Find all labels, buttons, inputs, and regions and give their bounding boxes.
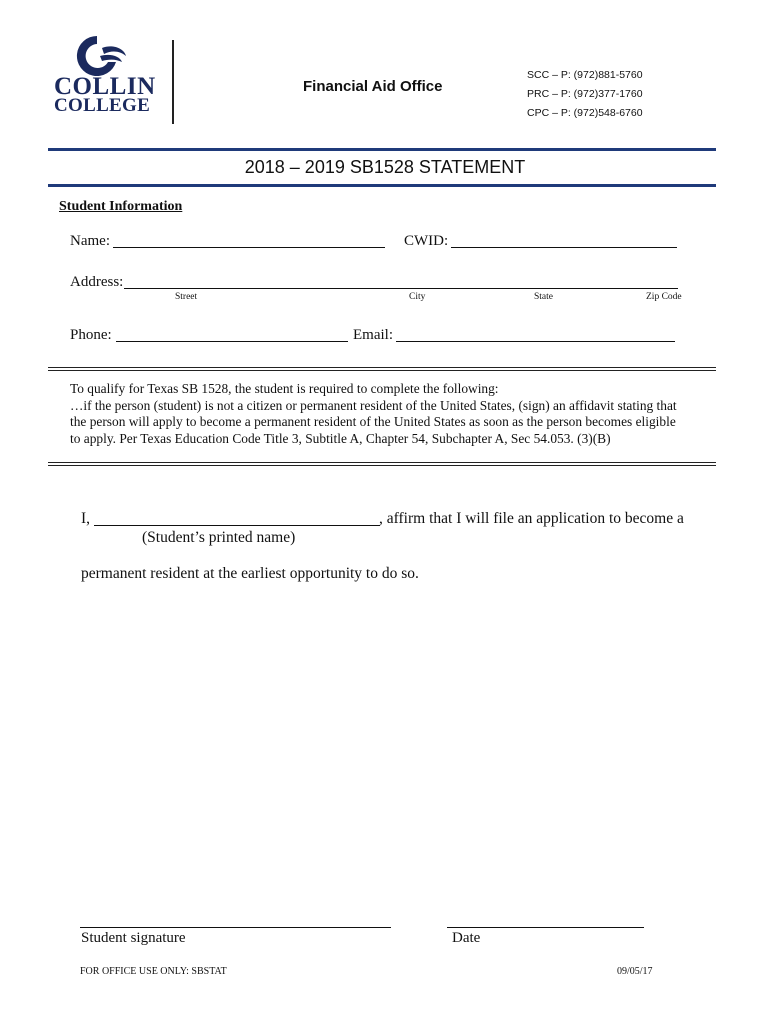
logo-wordmark-line1: COLLIN — [54, 73, 156, 100]
phone-label: Phone: — [70, 327, 112, 343]
address-city-caption: City — [409, 292, 426, 302]
notice-rule-bottom — [48, 462, 716, 466]
address-state-caption: State — [534, 292, 553, 302]
name-field[interactable] — [113, 247, 385, 248]
office-title: Financial Aid Office — [303, 78, 443, 95]
address-field[interactable] — [124, 288, 678, 289]
phone-scc: SCC – P: (972)881-5760 — [527, 69, 643, 81]
notice-line-3: the person will apply to become a permanent resident of the United States as soon as the person becomes eligible — [70, 414, 676, 430]
affirmation-prefix: I, — [81, 510, 91, 527]
date-label: Date — [452, 930, 481, 946]
email-label: Email: — [353, 327, 393, 343]
affirmation-statement-line2: permanent resident at the earliest opportunity to do so. — [81, 565, 419, 582]
campus-phone-list — [527, 66, 643, 123]
email-field[interactable] — [396, 341, 675, 342]
form-title: 2018 – 2019 SB1528 STATEMENT — [244, 157, 526, 177]
logo-wordmark-line2: COLLEGE — [54, 95, 151, 116]
phone-cpc: CPC – P: (972)548-6760 — [527, 107, 643, 119]
address-zip-caption: Zip Code — [646, 292, 682, 302]
address-street-caption: Street — [175, 292, 198, 302]
student-information-heading: Student Information — [59, 199, 183, 214]
notice-line-2: …if the person (student) is not a citizen or permanent resident of the United States, (sign) an affidavit stating that — [70, 397, 677, 413]
student-signature-field[interactable] — [80, 927, 391, 928]
form-revision-date: 09/05/17 — [617, 966, 653, 977]
affirmation-statement: , affirm that I will file an application to become a — [379, 510, 684, 527]
title-rule-top — [48, 148, 716, 151]
printed-name-field[interactable] — [94, 525, 380, 526]
phone-prc: PRC – P: (972)377-1760 — [527, 88, 643, 100]
header-divider — [172, 40, 174, 124]
notice-line-4: to apply. Per Texas Education Code Title 3, Subtitle A, Chapter 54, Subchapter A, Sec 54.053. (3)(B) — [70, 430, 611, 446]
address-label: Address: — [70, 274, 124, 290]
cwid-field[interactable] — [451, 247, 677, 248]
sb1528-notice — [70, 381, 690, 447]
phone-field[interactable] — [116, 341, 348, 342]
printed-name-caption: (Student’s printed name) — [142, 529, 296, 546]
notice-line-1: To qualify for Texas SB 1528, the student is required to complete the following: — [70, 381, 499, 396]
title-rule-bottom — [48, 184, 716, 187]
notice-rule-top — [48, 367, 716, 371]
office-use-code: FOR OFFICE USE ONLY: SBSTAT — [80, 966, 227, 977]
collin-college-logo-icon — [66, 34, 128, 78]
student-signature-label: Student signature — [81, 930, 186, 946]
cwid-label: CWID: — [404, 233, 449, 249]
date-field[interactable] — [447, 927, 644, 928]
name-label: Name: — [70, 233, 110, 249]
